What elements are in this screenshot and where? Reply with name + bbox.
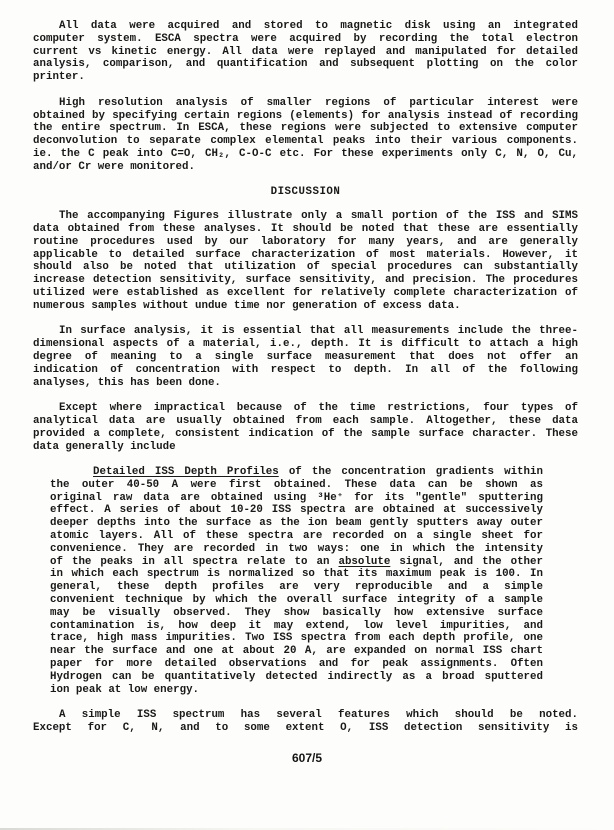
paragraph (33, 97, 578, 174)
text-line: The accompanying Figures illustrate only a small portion of the ISS and SIMS (59, 210, 578, 223)
text-line: effect. A series of about 10-20 ISS spectra are obtained at successively (50, 504, 543, 517)
text-line: ie. the C peak into C=O, CH₂, C-O-C etc. For these experiments only C, N, O, Cu, (33, 147, 578, 160)
text-line: contamination is, how deep it may extend, low level impurities, and (50, 619, 543, 632)
text-line: trace, high mass impurities. Two ISS spectra from each depth profile, one (50, 632, 543, 645)
text-line: convenience. They are recorded in two ways: one in which the intensity (50, 542, 543, 555)
text-line: utilized were established as excellent for relatively complete characterization of (33, 286, 578, 299)
text-line: computer system. ESCA spectra were acquired by recording the total electron (33, 32, 578, 45)
text-line: ion peak at low energy. (50, 683, 200, 696)
text-line: and/or Cr were monitored. (33, 160, 195, 173)
text-line: applicable to detailed surface characterization of most materials. However, it (33, 248, 578, 261)
text-line: Hydrogen can be quantitatively detected indirectly as a broad sputtered (50, 670, 543, 683)
document-body (33, 20, 578, 748)
paragraph (33, 709, 578, 735)
text-line: routine procedures used by our laboratory for many years, and are generally (33, 235, 578, 248)
text-line: Detailed ISS Depth Profiles of the concentration gradients within (93, 466, 543, 479)
text-line: atomic layers. All of these spectra are recorded on a single sheet for (50, 530, 543, 543)
text-line: in which each spectrum is normalized so that its maximum peak is 100. In (50, 568, 543, 581)
text-line: provided a complete, consistent indication of the sample surface character. These (33, 427, 578, 440)
text-line: current vs kinetic energy. All data were replayed and manipulated for detailed (33, 45, 578, 58)
indented-paragraph (50, 466, 543, 696)
section-heading: DISCUSSION (270, 186, 341, 199)
paragraph (33, 325, 578, 389)
text-line: convenient technique by which the overall surface integrity of a sample (50, 594, 543, 607)
text-line: degree of meaning to a single surface measurement that does not offer an (33, 350, 578, 363)
page-number: 607/5 (291, 751, 323, 765)
text-line: All data were acquired and stored to magnetic disk using an integrated (59, 20, 578, 32)
text-line: data generally include (33, 440, 176, 453)
text-line: the entire spectrum. In ESCA, these regions were subjected to extensive computer (33, 122, 578, 135)
text-line: A simple ISS spectrum has several features which should be noted. (59, 709, 578, 722)
text-line: indication of concentration with respect to depth. In all of the following (33, 363, 578, 376)
text-line: may be visually observed. They show basically how extensive surface (50, 606, 543, 619)
text-line: obtained by specifying certain regions (elements) for analysis instead of recording (33, 109, 578, 122)
text-line: of the peaks in all spectra relate to an absolute signal, and the other (50, 555, 543, 568)
text-line: general, these depth profiles are very reproducible and a simple (50, 581, 543, 594)
paragraph (33, 210, 578, 312)
text-line: the outer 40-50 A were first obtained. These data can be shown as (50, 478, 543, 491)
text-line: analysis, comparison, and quantification and subsequent plotting on the color (33, 58, 578, 71)
text-line: In surface analysis, it is essential that all measurements include the three- (59, 325, 578, 338)
text-line: deconvolution to separate complex elemental peaks into their various components. (33, 135, 578, 148)
text-line: analytical data are usually obtained from each sample. Altogether, these data (33, 414, 578, 427)
text-line: dimensional aspects of a material, i.e., depth. It is difficult to attach a high (33, 338, 578, 351)
text-line: original raw data are obtained using ³He⁺ for its "gentle" sputtering (50, 491, 543, 504)
paragraph (33, 20, 578, 84)
text-line: High resolution analysis of smaller regions of particular interest were (59, 96, 578, 109)
paragraph (33, 402, 578, 453)
text-line: Except for C, N, and to some extent O, ISS detection sensitivity is (33, 722, 578, 735)
text-line: analyses, this has been done. (33, 376, 221, 389)
text-line: deeper depths into the surface as the ion beam gently sputters away outer (50, 517, 543, 530)
text-line: increase detection sensitivity, surface sensitivity, and precision. The procedures (33, 274, 578, 287)
text-line: Except where impractical because of the time restrictions, four types of (59, 402, 578, 415)
text-line: data obtained from these analyses. It should be noted that these are essentially (33, 222, 578, 235)
text-line: printer. (33, 71, 85, 84)
text-line: near the surface and one at about 20 A, are expanded on normal ISS chart (50, 645, 543, 658)
text-line: numerous samples without undue time nor generation of excess data. (33, 299, 461, 312)
text-line: paper for more detailed observations and for peak assignments. Often (50, 658, 543, 671)
text-line: should also be noted that utilization of special procedures can substantially (33, 261, 578, 274)
